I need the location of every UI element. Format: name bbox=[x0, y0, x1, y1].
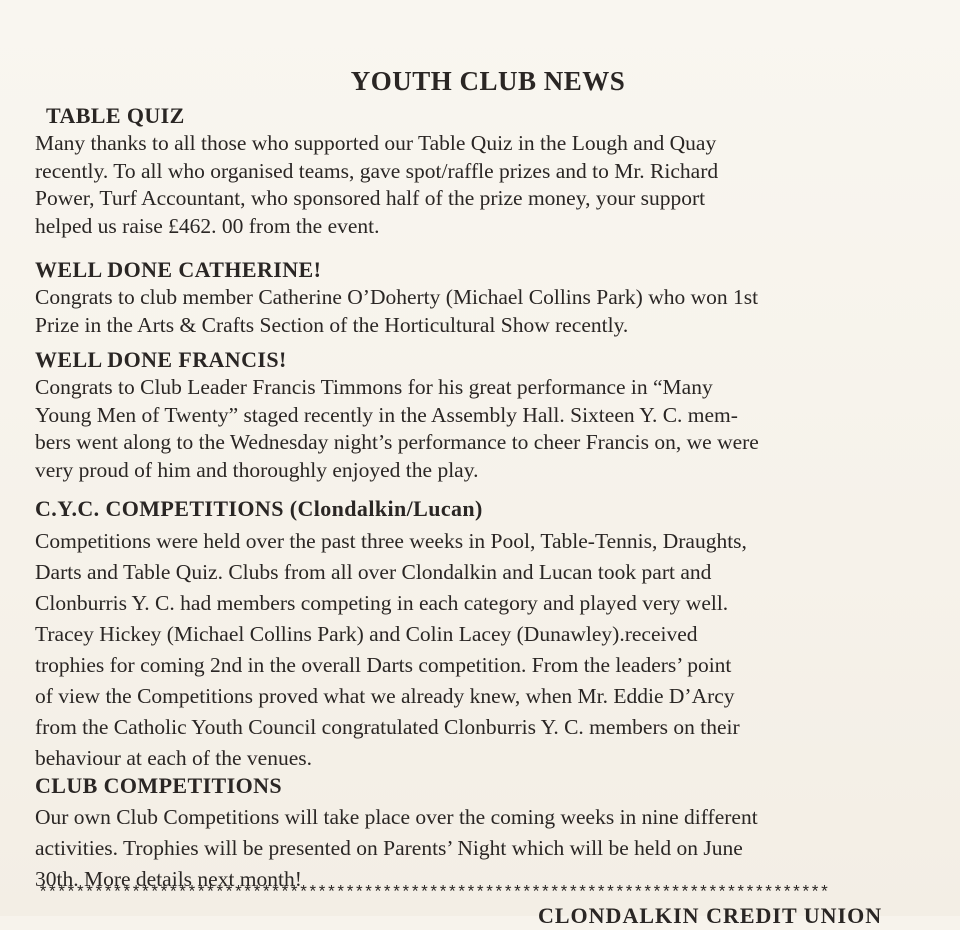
separator-row: ************************************************************************************* bbox=[38, 884, 829, 903]
section-well-done-catherine bbox=[35, 256, 955, 339]
body-line: Our own Club Competitions will take place over the coming weeks in nine different bbox=[35, 805, 758, 829]
body-line: Competitions were held over the past three weeks in Pool, Table-Tennis, Draughts, bbox=[35, 529, 747, 553]
section-well-done-francis bbox=[35, 346, 955, 484]
next-article-heading: CLONDALKIN CREDIT UNION bbox=[538, 903, 883, 928]
body-line: 30th. More details next month! bbox=[35, 867, 302, 891]
section-body bbox=[35, 284, 955, 339]
body-line: very proud of him and thoroughly enjoyed the play. bbox=[35, 457, 479, 482]
body-line: behaviour at each of the venues. bbox=[35, 746, 312, 770]
body-line: Clonburris Y. C. had members competing in each category and played very well. bbox=[35, 591, 729, 615]
body-line: trophies for coming 2nd in the overall Darts competition. From the leaders’ point bbox=[35, 653, 732, 677]
section-body bbox=[35, 374, 955, 484]
body-line: of view the Competitions proved what we already knew, when Mr. Eddie D’Arcy bbox=[35, 684, 735, 708]
section-body bbox=[35, 130, 955, 240]
body-line: Darts and Table Quiz. Clubs from all over Clondalkin and Lucan took part and bbox=[35, 560, 712, 584]
page-title: YOUTH CLUB NEWS bbox=[350, 66, 626, 96]
section-club-competitions bbox=[35, 772, 955, 895]
body-line: activities. Trophies will be presented on Parents’ Night which will be held on June bbox=[35, 836, 743, 860]
body-line: Power, Turf Accountant, who sponsored half of the prize money, your support bbox=[35, 186, 706, 211]
body-line: recently. To all who organised teams, gave spot/raffle prizes and to Mr. Richard bbox=[35, 158, 719, 183]
body-line: bers went along to the Wednesday night’s performance to cheer Francis on, we were bbox=[35, 430, 759, 455]
section-body bbox=[35, 802, 955, 895]
body-line: Prize in the Arts & Crafts Section of the Horticultural Show recently. bbox=[35, 312, 629, 337]
section-heading-main: C.Y.C. COMPETITIONS bbox=[35, 496, 284, 521]
body-line: Congrats to club member Catherine O’Doherty (Michael Collins Park) who won 1st bbox=[35, 285, 759, 309]
section-heading: WELL DONE FRANCIS! bbox=[35, 347, 287, 372]
section-heading bbox=[35, 495, 955, 523]
body-line: Many thanks to all those who supported our Table Quiz in the Lough and Quay bbox=[35, 131, 717, 155]
section-cyc-competitions bbox=[35, 495, 955, 774]
body-line: from the Catholic Youth Council congratulated Clonburris Y. C. members on their bbox=[35, 715, 740, 739]
section-body bbox=[35, 526, 955, 774]
section-heading: CLUB COMPETITIONS bbox=[35, 773, 283, 798]
body-line: Young Men of Twenty” staged recently in the Assembly Hall. Sixteen Y. C. mem- bbox=[35, 402, 738, 427]
section-table-quiz bbox=[35, 102, 955, 240]
section-heading: TABLE QUIZ bbox=[46, 103, 185, 128]
body-line: Tracey Hickey (Michael Collins Park) and Colin Lacey (Dunawley).received bbox=[35, 622, 698, 646]
body-line: Congrats to Club Leader Francis Timmons for his great performance in “Many bbox=[35, 375, 713, 399]
body-line: helped us raise £462. 00 from the event. bbox=[35, 213, 380, 238]
section-heading-sub: (Clondalkin/Lucan) bbox=[289, 496, 483, 521]
section-heading: WELL DONE CATHERINE! bbox=[35, 257, 322, 282]
